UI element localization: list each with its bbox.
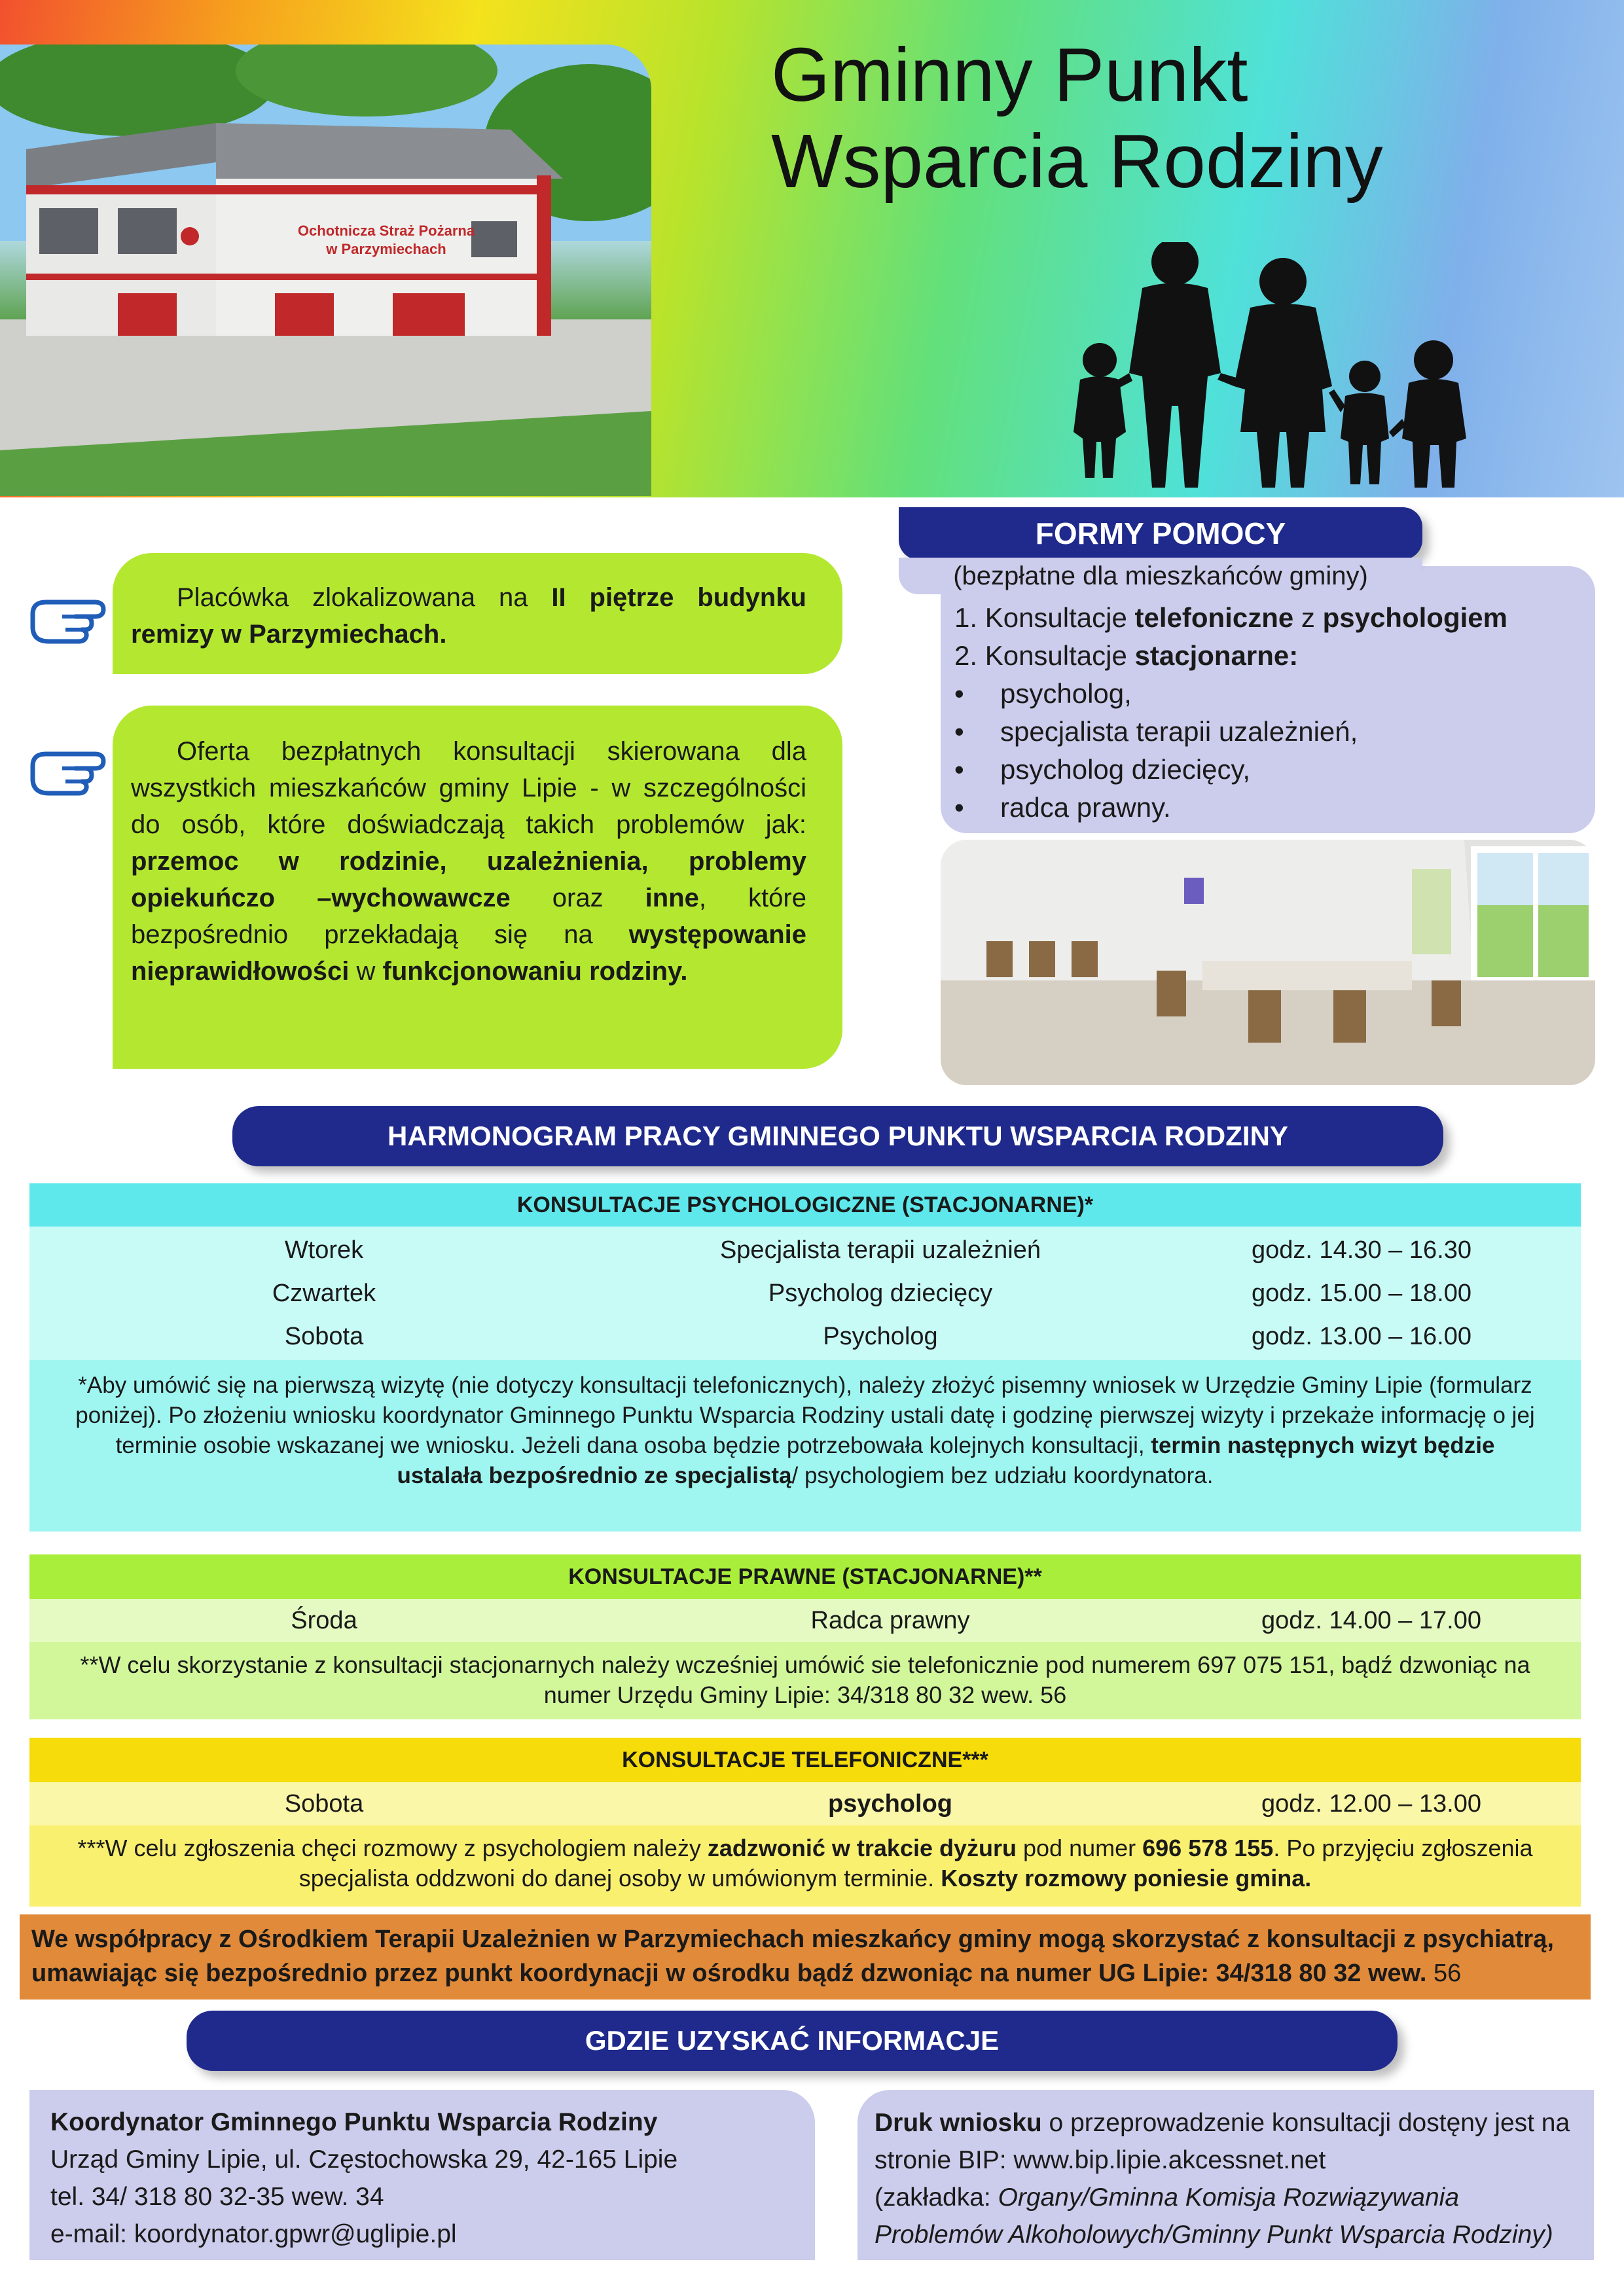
forms-item-1 [954,599,1596,637]
form-info-bold: Druk wniosku [875,2109,1042,2137]
coordinator-email[interactable]: e-mail: koordynator.gpwr@uglipie.pl [50,2220,457,2248]
forms-subtitle: (bezpłatne dla mieszkańców gminy) [899,558,1422,594]
forms-item-1-num: 1. [954,602,978,633]
location-text-bold: II piętrze budynku remizy w Parzymiechach. [131,583,806,649]
day-cell: Wtorek [284,1236,364,1264]
hours-cell: godz. 15.00 – 18.00 [1252,1280,1471,1307]
forms-bullet-text: psycholog dziecięcy, [1000,754,1251,785]
psych-header-bar [29,1183,1581,1227]
schedule-title: HARMONOGRAM PRACY GMINNEGO PUNKTU WSPARCIA RODZINY [232,1106,1443,1166]
day-cell: Środa [291,1607,357,1634]
legal-header-bar [29,1554,1581,1599]
offer-bubble [113,706,842,1069]
hours-cell: godz. 12.00 – 13.00 [1261,1790,1481,1818]
psychiatry-text: We współpracy z Ośrodkiem Terapii Uzależnien w Parzymiechach mieszkańcy gminy mogą skorzystać z konsultacji z psychiatrą, umawiając się bezpośrednio przez punkt koordynacji w ośrodku bądź dzwoniąc na numer UG Lipie: 34/318 80 32 wew. [31,1926,1554,1987]
forms-bullet-text: radca prawny. [1000,792,1171,823]
phone-note-after: . Po przyjęciu zgłoszenia specjalista oddzwoni do danej osoby w umówionym terminie. [298,1835,1533,1892]
forms-bullet [954,713,1596,751]
hours-cell: godz. 13.00 – 16.00 [1252,1323,1471,1350]
who-cell: psycholog [827,1790,953,1818]
psychiatry-note [31,1922,1579,1990]
forms-bullet [954,789,1596,827]
forms-item-1-psych: psychologiem [1322,602,1507,633]
legal-header: KONSULTACJE PRAWNE (STACJONARNE)** [568,1564,1042,1589]
legal-note: **W celu skorzystanie z konsultacji stacjonarnych należy wcześniej umówić sie telefonicznie pod numerem 697 075 151, bądź dzwoniąc na numer Urzędu Gminy Lipie: 34/318 80 32 wew. 56 [80,1651,1530,1708]
info-title: GDZIE UZYSKAĆ INFORMACJE [187,2011,1398,2071]
table-row [29,1272,1581,1315]
phone-number: 696 578 155 [1142,1835,1274,1861]
forms-bullet [954,751,1596,789]
family-silhouette-icon [1067,242,1473,491]
who-cell: Psycholog dziecięcy [768,1280,993,1307]
building-sign-line1: Ochotnicza Straż Pożarna [297,223,475,239]
pointing-hand-icon [26,740,111,798]
building-photo [0,45,651,496]
phone-row-box [29,1782,1581,1825]
bullet-icon: • [954,754,964,785]
forms-item-2-text: Konsultacje [984,640,1135,671]
forms-item-1-text: Konsultacje [984,602,1135,633]
psych-note [75,1371,1535,1491]
day-cell: Czwartek [272,1280,376,1307]
bullet-icon: • [954,678,964,709]
coordinator-box [29,2090,815,2260]
building-illustration [0,45,651,496]
form-info-tab [875,2179,1574,2253]
page-title [771,31,1383,204]
phone-note-text: ***W celu zgłoszenia chęci rozmowy z psychologiem należy [77,1835,708,1861]
who-cell: Psycholog [823,1323,938,1350]
offer-family: funkcjonowaniu rodziny. [382,957,688,986]
offer-irregularities: występowanie nieprawidłowości [131,920,806,986]
forms-item-2-num: 2. [954,640,978,671]
forms-list [954,599,1596,827]
table-row [29,1599,1581,1642]
phone-note [62,1833,1548,1893]
phone-header-bar [29,1738,1581,1782]
offer-problems: przemoc w rodzinie, uzależnienia, problemy opiekuńczo –wychowawcze [131,847,806,912]
forms-bullet-text: psycholog, [1000,678,1132,709]
bullet-icon: • [954,716,964,747]
building-sign-line2: w Parzymiechach [326,241,446,257]
coordinator-address: Urząd Gminy Lipie, ul. Częstochowska 29, 42-165 Lipie [50,2145,678,2174]
table-row [29,1782,1581,1825]
form-info-text [875,2104,1574,2179]
bullet-icon: • [954,792,964,823]
forms-item-2 [954,637,1596,675]
who-cell: Radca prawny [810,1607,970,1634]
psych-note-bold: termin następnych wizyt będzie ustalała bezpośrednio ze specjalistą [397,1433,1495,1488]
location-bubble [113,553,842,674]
offer-text-5: , które bezpośrednio przekładają się na [131,884,806,949]
table-row [29,1229,1581,1272]
coordinator-phone: tel. 34/ 318 80 32-35 wew. 34 [50,2183,384,2211]
title-line1: Gminny Punkt [771,32,1248,117]
psych-rows [29,1227,1581,1360]
phone-header: KONSULTACJE TELEFONICZNE*** [622,1748,988,1772]
psych-note-box [29,1360,1581,1532]
psych-note-text: *Aby umówić się na pierwszą wizytę (nie dotyczy konsultacji telefonicznych), należy złożyć pisemny wniosek w Urzędzie Gminy Lipie (formularz poniżej). Po złożeniu wniosku koordynator Gminnego Punktu Wsparcia Rodziny ustali datę i godzinę pierwszej wizyty i przekaże informację o jej terminie osobie wskazanej we wniosku. Jeżeli dana osoba będzie potrzebowała kolejnych konsultacji, [75,1372,1535,1458]
phone-note-bold: zadzwonić w trakcie dyżuru [707,1835,1017,1861]
title-line2: Wsparcia Rodziny [771,118,1383,204]
room-photo [941,840,1595,1085]
legal-note-box [29,1642,1581,1719]
forms-title: FORMY POMOCY [899,507,1422,560]
offer-text-3: oraz [510,884,645,912]
offer-other: inne [645,884,699,912]
phone-note-mid: pod numer [1017,1835,1143,1861]
who-cell: Specjalista terapii uzależnień [719,1236,1041,1264]
psych-header: KONSULTACJE PSYCHOLOGICZNE (STACJONARNE)* [516,1193,1094,1217]
offer-text-7: w [349,957,383,986]
coordinator-title: Koordynator Gminnego Punktu Wsparcia Rodziny [50,2108,658,2136]
table-row [29,1315,1581,1358]
legal-row-box [29,1599,1581,1642]
psychiatry-ext: 56 [1426,1960,1462,1987]
phone-note-box [29,1825,1581,1907]
psych-note-end: / psychologiem bez udziału koordynatora. [791,1463,1214,1488]
location-text: Placówka zlokalizowana na [177,583,552,612]
offer-text-1: Oferta bezpłatnych konsultacji skierowana dla wszystkich mieszkańców gminy Lipie - w szczególności do osób, które doświadczają takich problemów jak: [131,737,806,839]
phone-note-cost: Koszty rozmowy poniesie gmina. [941,1865,1312,1892]
day-cell: Sobota [284,1790,364,1818]
form-info-box [857,2090,1594,2260]
form-info-tab-path: Organy/Gminna Komisja Rozwiązywania Problemów Alkoholowych/Gminny Punkt Wsparcia Rodziny) [875,2183,1553,2249]
forms-item-2-bold: stacjonarne: [1134,640,1299,671]
form-info-tab-label: (zakładka: [875,2183,998,2212]
form-info-bip[interactable]: o przeprowadzenie konsultacji dostęny jest na stronie BIP: www.bip.lipie.akcessnet.net [875,2109,1570,2174]
psychiatry-box [20,1914,1591,2000]
hours-cell: godz. 14.00 – 17.00 [1261,1607,1481,1634]
forms-bullet [954,675,1596,713]
day-cell: Sobota [284,1323,364,1350]
room-illustration [941,840,1595,1085]
forms-bullet-text: specjalista terapii uzależnień, [1000,716,1358,747]
forms-item-1-bold: telefoniczne [1134,602,1294,633]
pointing-hand-icon [26,588,111,647]
hours-cell: godz. 14.30 – 16.30 [1252,1236,1471,1264]
forms-item-1-conj: z [1293,602,1323,633]
